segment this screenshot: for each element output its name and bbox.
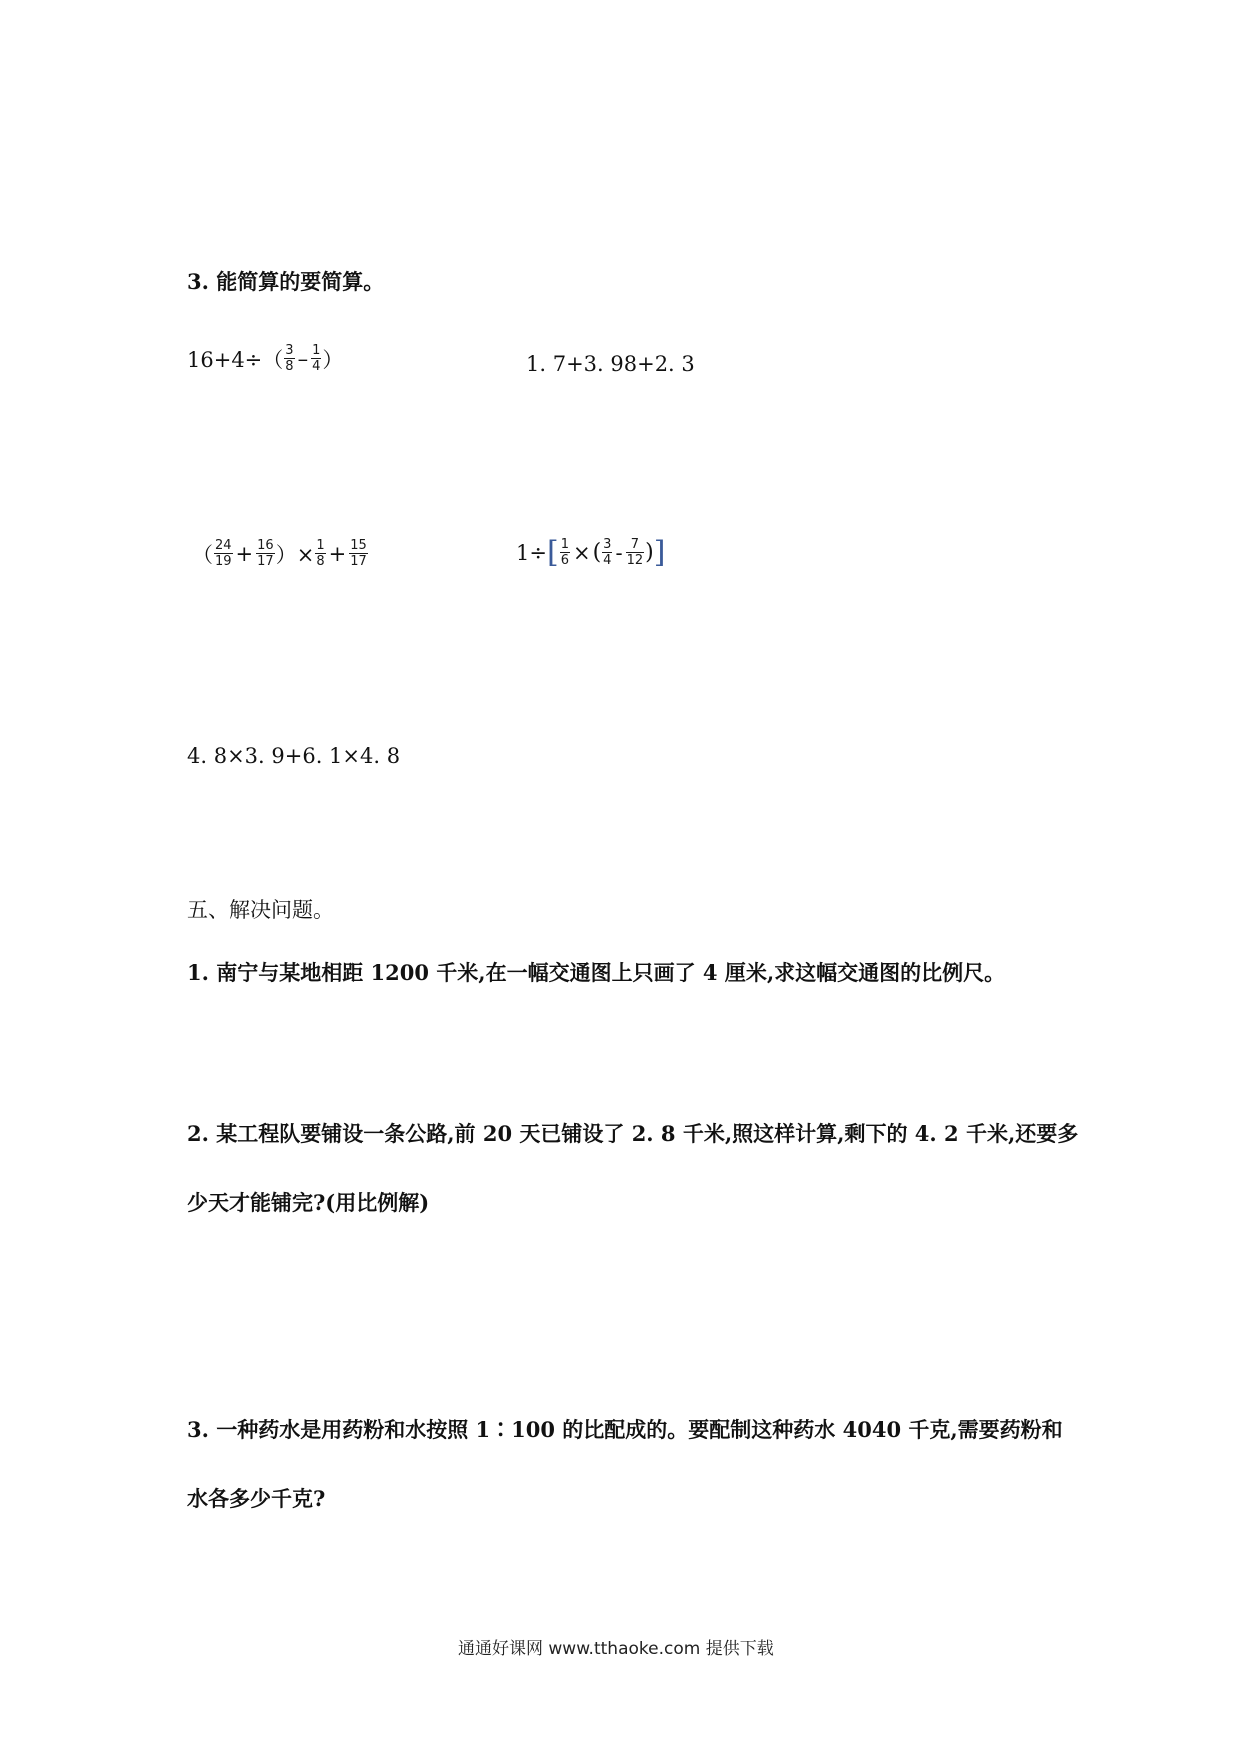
expr1-prefix: 16+4÷（ xyxy=(187,347,284,372)
fraction: $\frac{1}{6}$ xyxy=(560,537,569,568)
expression-4 xyxy=(516,534,666,570)
expression-5: 4. 8×3. 9+6. 1×4. 8 xyxy=(187,744,401,768)
expression-2: 1. 7+3. 98+2. 3 xyxy=(526,352,695,376)
right-paren: ) xyxy=(645,540,654,565)
problem-2-line-1: 2. 某工程队要铺设一条公路,前 20 天已铺设了 2. 8 千米,照这样计算,剩下的 4. 2 千米,还要多 xyxy=(187,1121,1079,1146)
expr3-open-paren: （ xyxy=(192,542,213,567)
fraction: $\frac{7}{12}$ xyxy=(626,537,644,568)
fraction: $\frac{15}{17}$ xyxy=(350,538,367,569)
fraction: $\frac{24}{19}$ xyxy=(215,538,232,569)
fraction: $\frac{1}{8}$ xyxy=(316,538,325,569)
times-operator: × xyxy=(572,540,591,565)
section-3-title: 3. 能简算的要简算。 xyxy=(187,269,385,294)
left-bracket: [ xyxy=(546,534,559,570)
fraction: $\frac{3}{4}$ xyxy=(603,537,612,568)
footer-credit: 通通好课网 www.tthaoke.com 提供下载 xyxy=(458,1639,774,1659)
fraction: $\frac{3}{8}$ xyxy=(285,343,294,374)
expr4-prefix: 1÷ xyxy=(516,540,547,565)
problem-3-line-1: 3. 一种药水是用药粉和水按照 1∶100 的比配成的。要配制这种药水 4040 千克,需要药粉和 xyxy=(187,1417,1063,1442)
expr3-middle: ）× xyxy=(275,542,315,567)
fraction: $\frac{1}{4}$ xyxy=(312,343,321,374)
operator: - xyxy=(615,540,623,565)
right-bracket: ] xyxy=(653,534,666,570)
operator: + xyxy=(328,541,347,566)
fraction: $\frac{16}{17}$ xyxy=(257,538,274,569)
expression-3 xyxy=(192,538,369,569)
expression-1 xyxy=(187,343,343,374)
operator: + xyxy=(235,541,254,566)
problem-2-line-2: 少天才能铺完?(用比例解) xyxy=(187,1190,430,1215)
operator: – xyxy=(297,346,309,371)
left-paren: ( xyxy=(592,540,602,565)
problem-3-line-2: 水各多少千克? xyxy=(187,1486,326,1511)
expr1-suffix: ） xyxy=(322,347,344,372)
problem-1: 1. 南宁与某地相距 1200 千米,在一幅交通图上只画了 4 厘米,求这幅交通图的比例尺。 xyxy=(187,960,1006,985)
section-5-title: 五、解决问题。 xyxy=(187,898,334,922)
